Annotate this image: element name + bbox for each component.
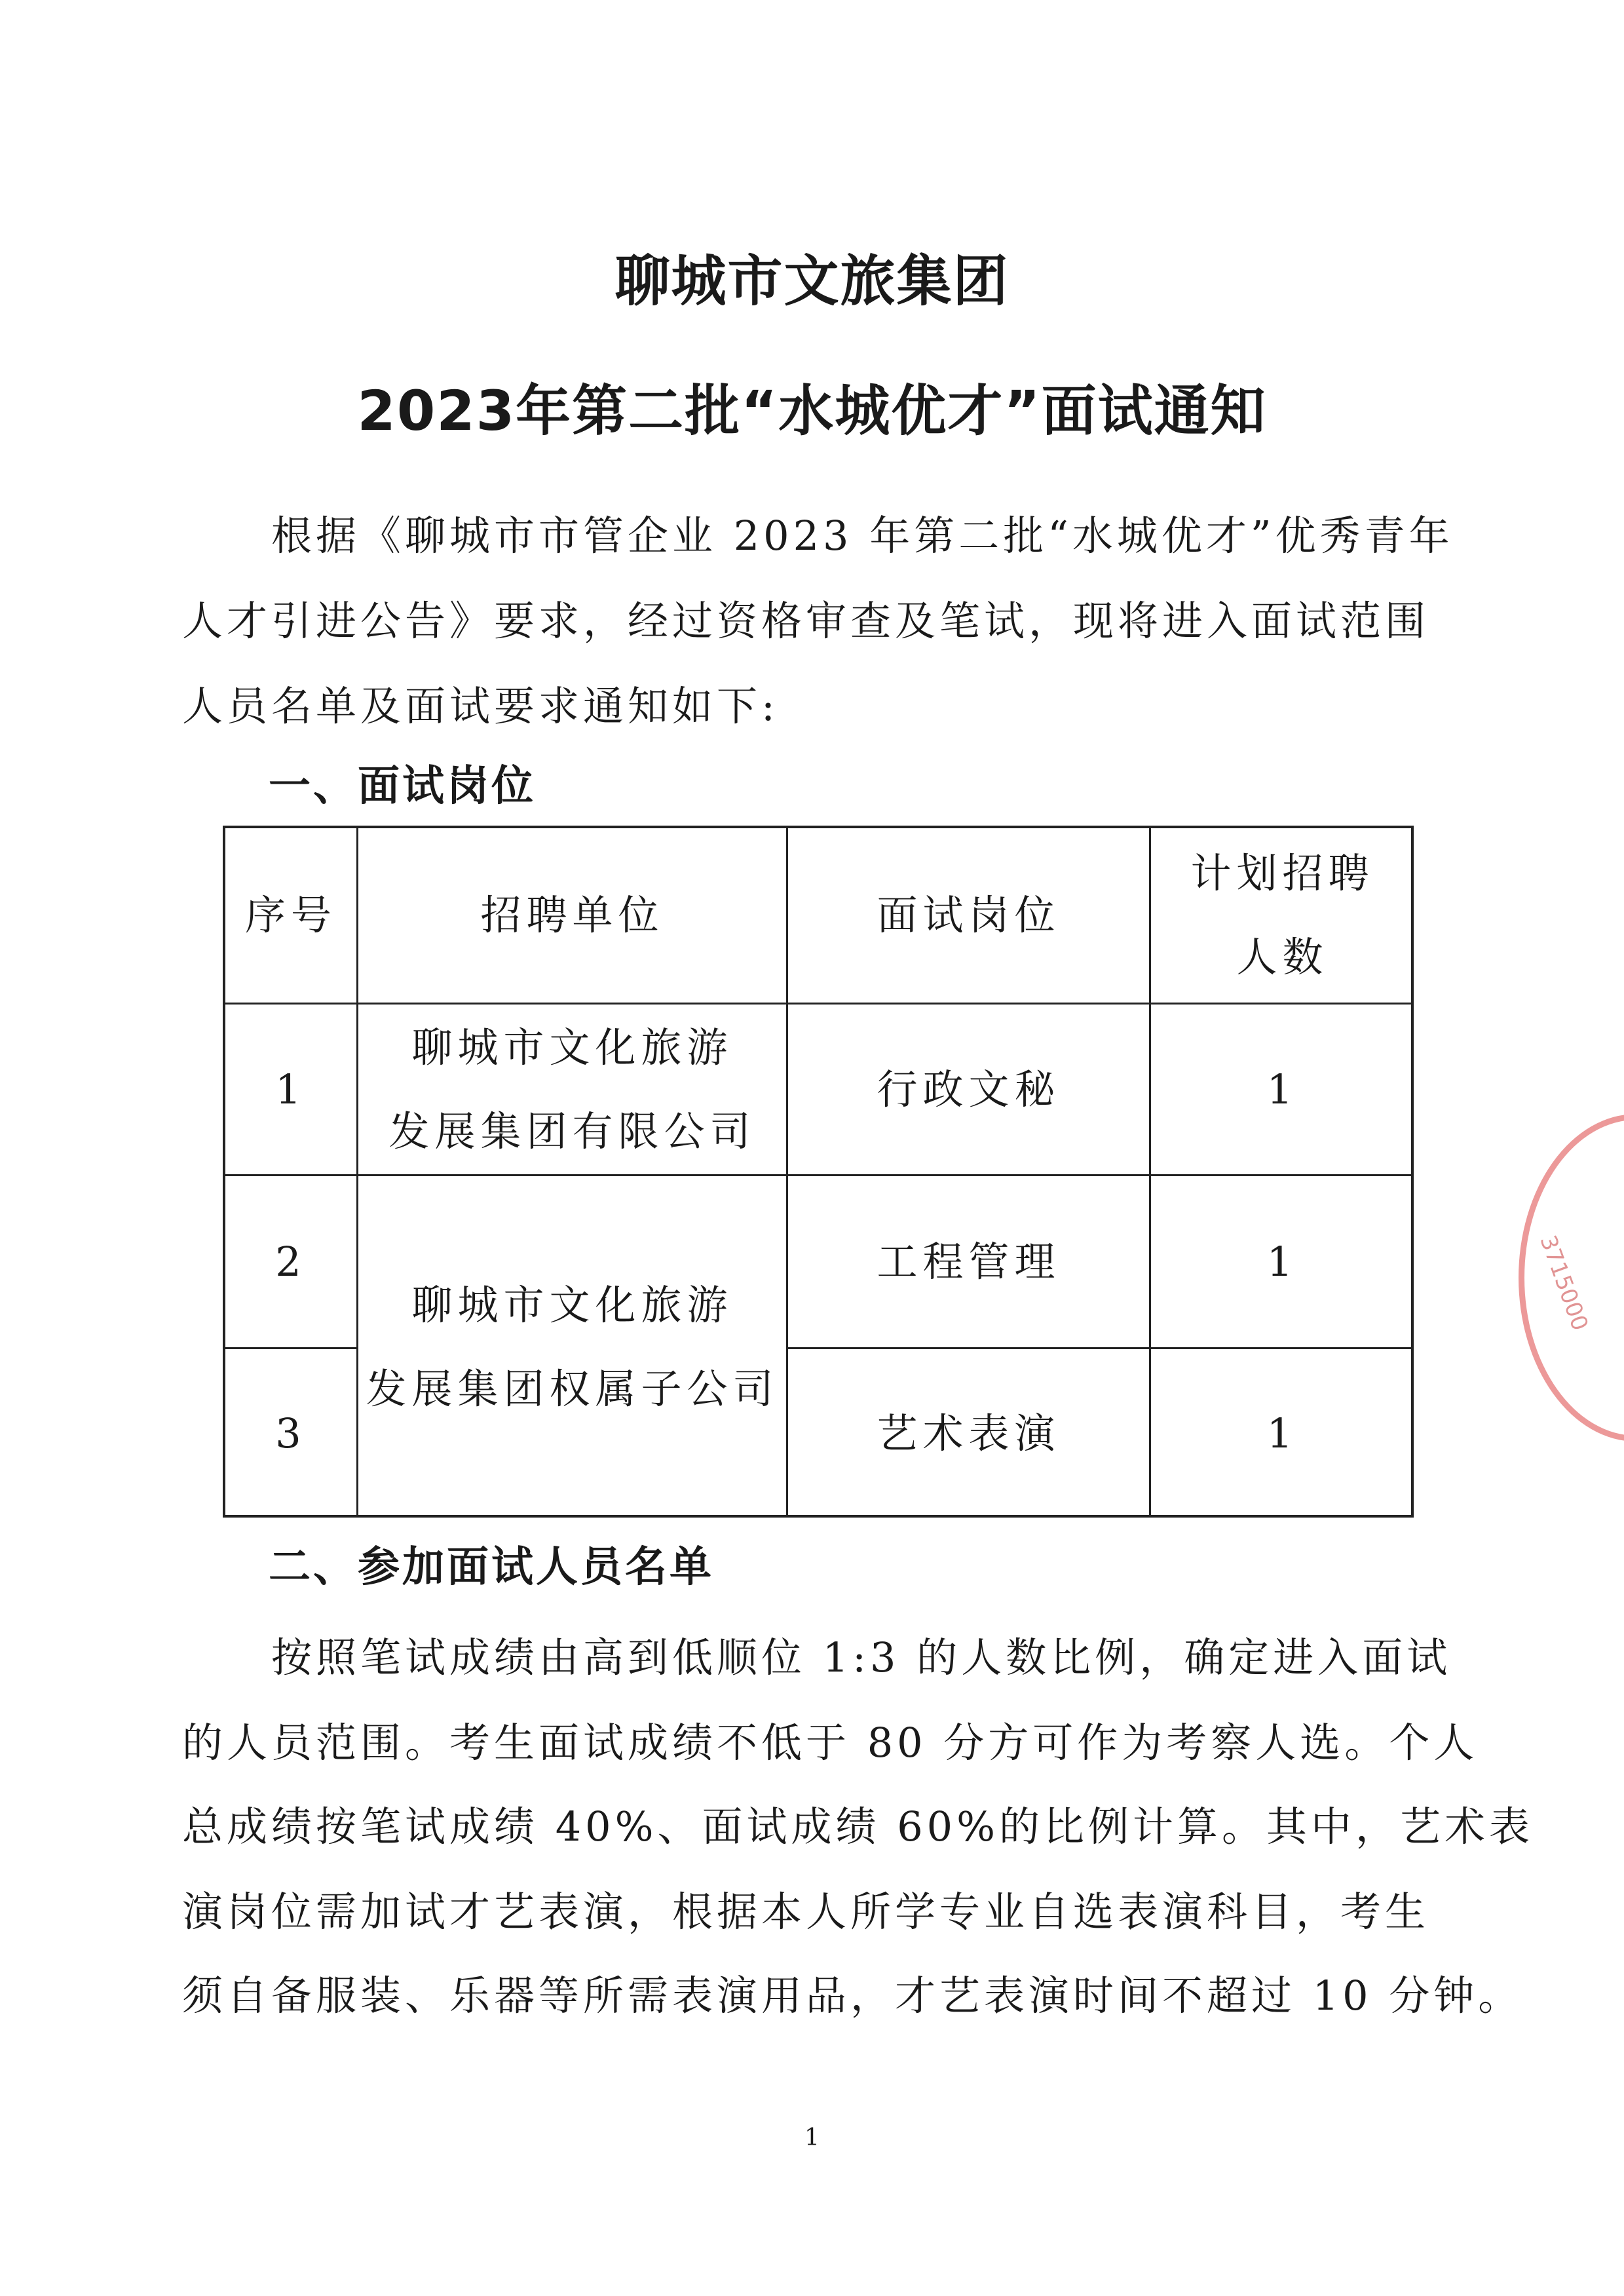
- intro-line-3: 人员名单及面试要求通知如下:: [182, 682, 779, 730]
- row-3-position: 艺术表演: [877, 1409, 1061, 1457]
- row-1-position: 行政文秘: [877, 1065, 1061, 1113]
- header-unit: 招聘单位: [480, 891, 664, 939]
- row-1-unit-line-2: 发展集团有限公司: [388, 1107, 756, 1155]
- header-count-line-1: 计划招聘: [1190, 849, 1374, 897]
- row-1-unit: [358, 1004, 786, 1174]
- header-count: [1151, 828, 1414, 1003]
- merged-unit-line-1: 聊城市文化旅游: [411, 1280, 733, 1329]
- header-index: 序号: [244, 891, 337, 939]
- section-2-line-5: 须自备服装、乐器等所需表演用品，才艺表演时间不超过 10 分钟。: [182, 1972, 1523, 2019]
- positions-table: [223, 826, 1414, 1518]
- header-count-line-2: 人数: [1236, 933, 1329, 981]
- header-position: 面试岗位: [877, 891, 1061, 939]
- row-2-count: 1: [1266, 1237, 1298, 1286]
- intro-line-2: 人才引进公告》要求，经过资格审查及笔试，现将进入面试范围: [182, 597, 1430, 645]
- section-1-heading: 一、面试岗位: [269, 762, 536, 811]
- section-2-line-3: 总成绩按笔试成绩 40%、面试成绩 60%的比例计算。其中，艺术表: [182, 1803, 1534, 1850]
- section-2-line-1: 按照笔试成绩由高到低顺位 1:3 的人数比例，确定进入面试: [182, 1634, 1452, 1681]
- row-1-count: 1: [1266, 1065, 1298, 1113]
- intro-line-1: 根据《聊城市市管企业 2023 年第二批“水城优才”优秀青年: [182, 512, 1454, 560]
- document-subtitle: 2023年第二批“水城优才”面试通知: [357, 379, 1267, 443]
- row-1-unit-line-1: 聊城市文化旅游: [411, 1023, 733, 1071]
- row-3-count: 1: [1266, 1409, 1298, 1457]
- row-2-index: 2: [275, 1237, 307, 1286]
- row-3-index: 3: [275, 1409, 307, 1457]
- merged-unit-cell: [358, 1176, 786, 1518]
- page-number: 1: [804, 2124, 820, 2151]
- section-2-heading: 二、参加面试人员名单: [269, 1543, 714, 1592]
- row-1-index: 1: [275, 1065, 307, 1113]
- document-title: 聊城市文旅集团: [614, 249, 1010, 313]
- merged-unit-line-2: 发展集团权属子公司: [366, 1364, 779, 1413]
- section-2-line-4: 演岗位需加试才艺表演，根据本人所学专业自选表演科目，考生: [182, 1888, 1430, 1936]
- row-2-position: 工程管理: [877, 1237, 1061, 1286]
- section-2-line-2: 的人员范围。考生面试成绩不低于 80 分方可作为考察人选。个人: [182, 1719, 1479, 1767]
- seal-text: 3715000: [1534, 1232, 1593, 1334]
